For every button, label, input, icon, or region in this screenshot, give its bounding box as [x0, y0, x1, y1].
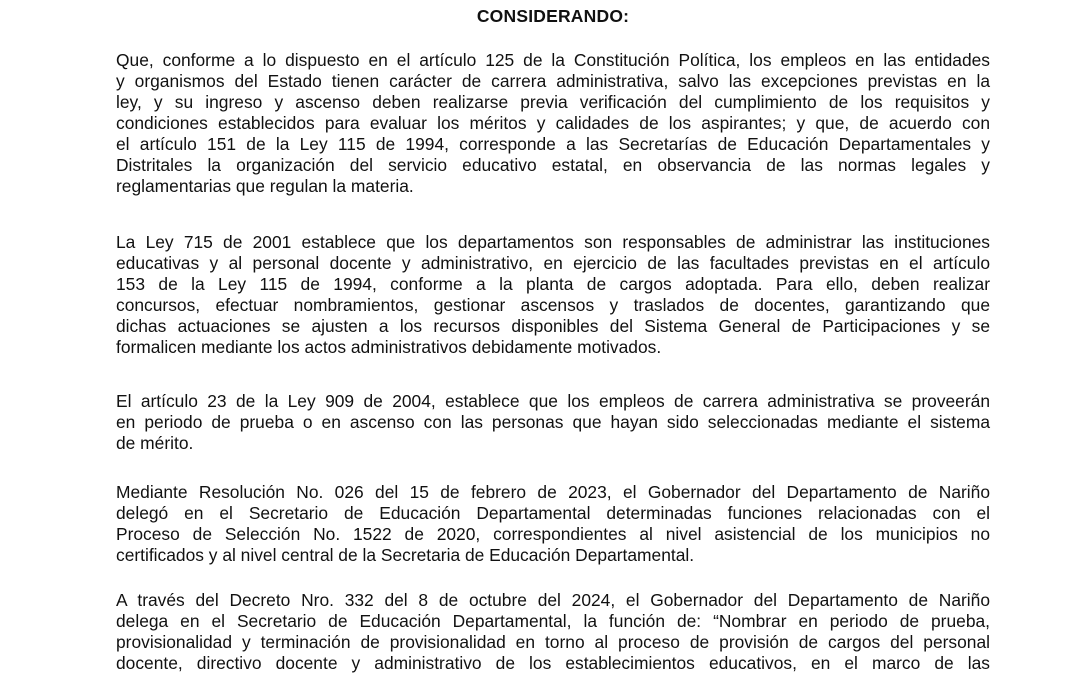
text-line: certificados y al nivel central de la Secretaria de Educación Departamental.: [116, 545, 695, 565]
text-line: delega en el Secretario de Educación Departamental, la función de: “Nombrar en periodo de prueba,: [116, 611, 990, 631]
paragraph-3: [116, 391, 990, 454]
text-line: 153 de la Ley 115 de 1994, conforme a la planta de cargos adoptada. Para ello, deben realizar: [116, 274, 990, 294]
text-line: en periodo de prueba o en ascenso con las personas que hayan sido seleccionadas mediante el sistema: [116, 412, 990, 432]
text-line: dichas actuaciones se ajusten a los recursos disponibles del Sistema General de Participaciones y se: [116, 316, 990, 336]
text-line: A través del Decreto Nro. 332 del 8 de octubre del 2024, el Gobernador del Departamento de Nariño: [116, 590, 990, 610]
text-line: condiciones establecidos para evaluar los méritos y calidades de los aspirantes; y que, de acuerdo con: [116, 113, 990, 133]
text-line: y organismos del Estado tienen carácter de carrera administrativa, salvo las excepciones previstas en la: [116, 71, 990, 91]
text-line: La Ley 715 de 2001 establece que los departamentos son responsables de administrar las instituciones: [116, 232, 990, 252]
section-heading: CONSIDERANDO:: [476, 6, 630, 26]
text-line: Mediante Resolución No. 026 del 15 de febrero de 2023, el Gobernador del Departamento de Nariño: [116, 482, 990, 502]
text-line: ley, y su ingreso y ascenso deben realizarse previa verificación del cumplimiento de los requisitos y: [116, 92, 990, 112]
paragraph-5: [116, 590, 990, 674]
text-line: docente, directivo docente y administrativo de los establecimientos educativos, en el marco de las: [116, 653, 990, 673]
text-line: provisionalidad y terminación de provisionalidad en torno al proceso de provisión de cargos del personal: [116, 632, 990, 652]
paragraph-2: [116, 232, 990, 358]
text-line: Proceso de Selección No. 1522 de 2020, correspondientes al nivel asistencial de los municipios no: [116, 524, 990, 544]
text-line: educativas y al personal docente y administrativo, en ejercicio de las facultades previstas en el artículo: [116, 253, 990, 273]
text-line: reglamentarias que regulan la materia.: [116, 176, 414, 196]
text-line: delegó en el Secretario de Educación Departamental determinadas funciones relacionadas con el: [116, 503, 990, 523]
paragraph-1: [116, 50, 990, 197]
text-line: Distritales la organización del servicio educativo estatal, en observancia de las normas legales y: [116, 155, 990, 175]
text-line: de mérito.: [116, 433, 194, 453]
text-line: el artículo 151 de la Ley 115 de 1994, corresponde a las Secretarías de Educación Departamentales y: [116, 134, 990, 154]
text-line: formalicen mediante los actos administrativos debidamente motivados.: [116, 337, 662, 357]
paragraph-4: [116, 482, 990, 566]
text-line: El artículo 23 de la Ley 909 de 2004, establece que los empleos de carrera administrativa se proveerán: [116, 391, 990, 411]
text-line: concursos, efectuar nombramientos, gestionar ascensos y traslados de docentes, garantizando que: [116, 295, 990, 315]
text-line: Que, conforme a lo dispuesto en el artículo 125 de la Constitución Política, los empleos en las entidades: [116, 50, 990, 70]
